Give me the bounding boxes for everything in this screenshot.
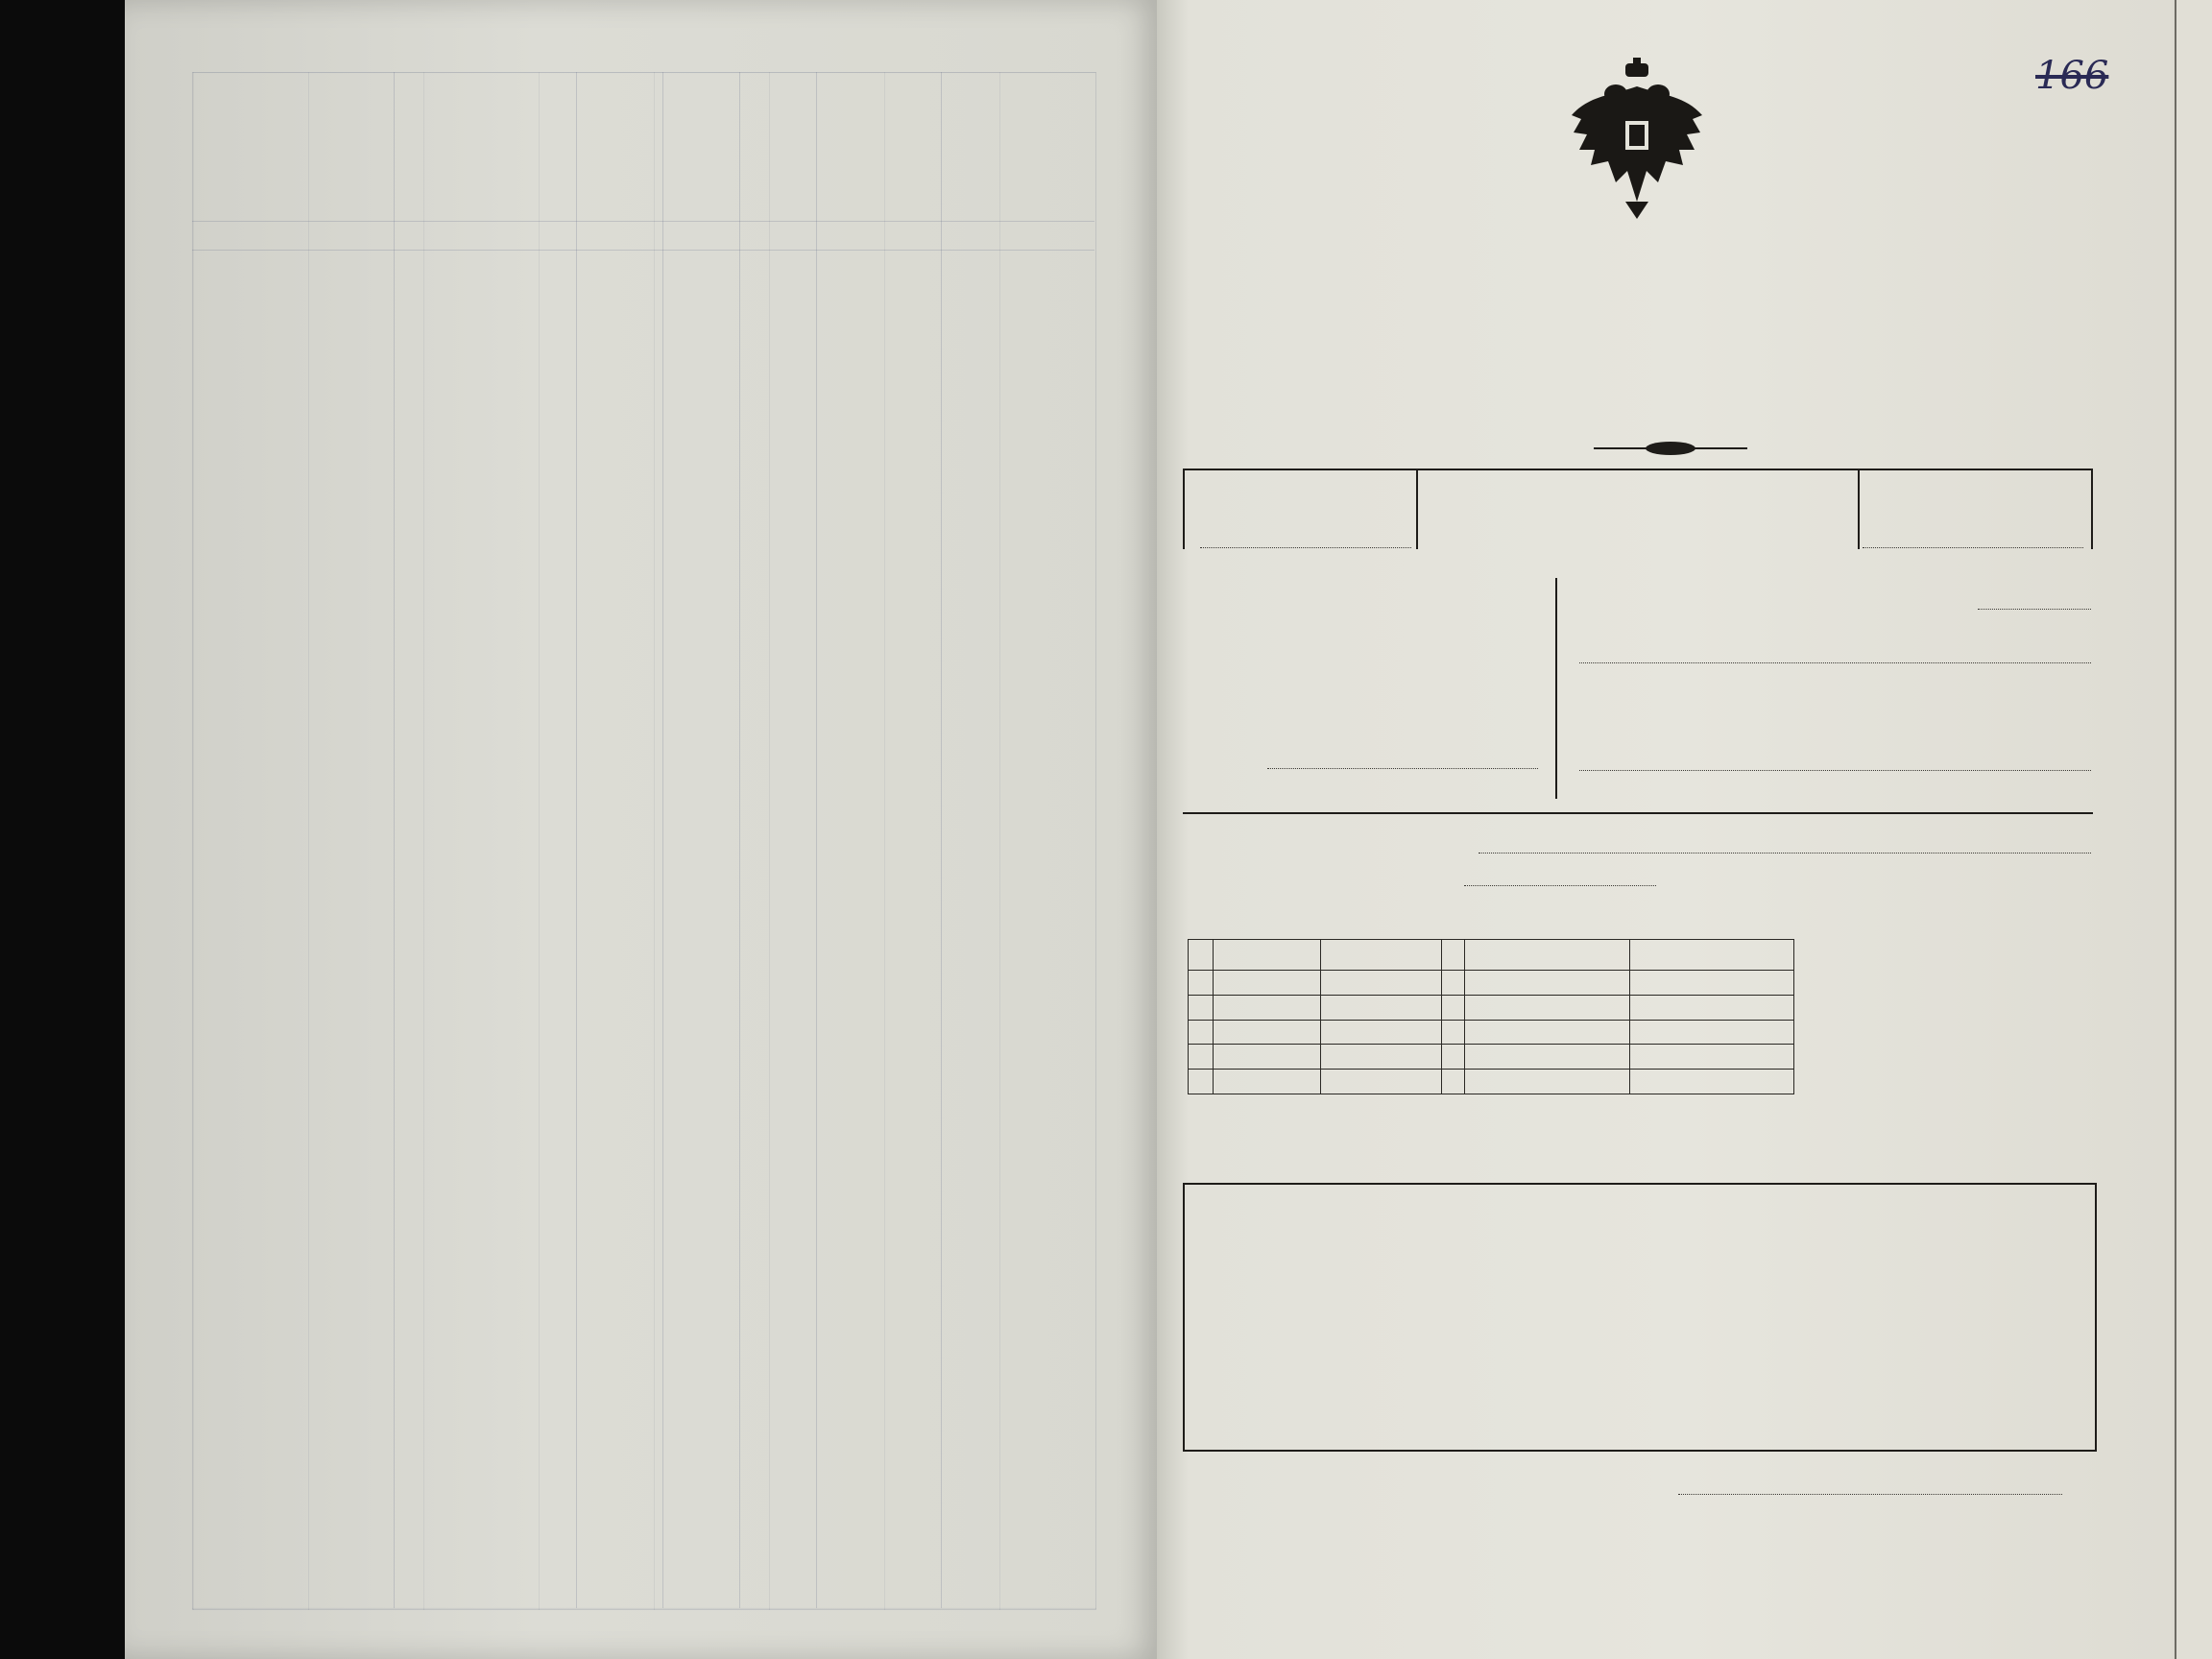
rule xyxy=(1183,469,1185,549)
camp-value xyxy=(1186,629,1201,656)
table-row xyxy=(1189,1070,1794,1094)
rule xyxy=(1858,469,1860,549)
row-number xyxy=(1189,1070,1214,1094)
table-row xyxy=(1189,971,1794,996)
society-underline xyxy=(1978,609,2091,610)
village-underline xyxy=(1579,770,2091,771)
census-area-value xyxy=(1186,589,1197,615)
show-through-line xyxy=(192,250,1094,251)
volost-underline xyxy=(1267,768,1538,769)
row-number xyxy=(1189,971,1214,996)
rule xyxy=(2091,469,2093,549)
row-number xyxy=(1442,971,1465,996)
row-number xyxy=(1442,1020,1465,1045)
show-through-line xyxy=(941,72,942,1608)
rule xyxy=(1183,469,2093,470)
owner-underline xyxy=(1479,853,2091,854)
table-row xyxy=(1189,1045,1794,1070)
show-through-line xyxy=(816,72,817,1608)
table-row xyxy=(1189,995,1794,1020)
buildings-table xyxy=(1188,939,1794,1094)
table-row xyxy=(1189,1020,1794,1045)
row-number xyxy=(1189,995,1214,1020)
sheet-number-crossed xyxy=(2035,54,2108,98)
show-through-line xyxy=(394,72,395,1608)
show-through-line xyxy=(739,72,740,1608)
province-underline xyxy=(1200,547,1411,548)
left-blank-page xyxy=(125,0,1162,1659)
rule xyxy=(1416,469,1418,549)
column-divider xyxy=(1555,578,1557,799)
roof-cell xyxy=(1321,971,1442,996)
signature-underline xyxy=(1678,1494,2062,1495)
row-number xyxy=(1442,995,1465,1020)
show-through-line xyxy=(576,72,577,1608)
district-underline xyxy=(1863,547,2083,548)
row-number xyxy=(1442,1070,1465,1094)
ornament-divider xyxy=(1594,437,1747,460)
show-through-line xyxy=(662,72,663,1608)
show-through-grid xyxy=(192,72,1096,1610)
crossed-number: 166 xyxy=(2035,54,2109,98)
row-number xyxy=(1189,1020,1214,1045)
society-underline-2 xyxy=(1579,662,2091,663)
lives-underline xyxy=(1464,885,1656,886)
next-page-edge xyxy=(2175,0,2212,1659)
row-number xyxy=(1442,1045,1465,1070)
material-cell xyxy=(1214,971,1321,996)
rule xyxy=(1183,812,2093,814)
count-table xyxy=(1183,1183,2097,1452)
double-headed-eagle-emblem xyxy=(1570,58,1704,221)
row-number xyxy=(1189,1045,1214,1070)
show-through-line xyxy=(192,221,1094,222)
